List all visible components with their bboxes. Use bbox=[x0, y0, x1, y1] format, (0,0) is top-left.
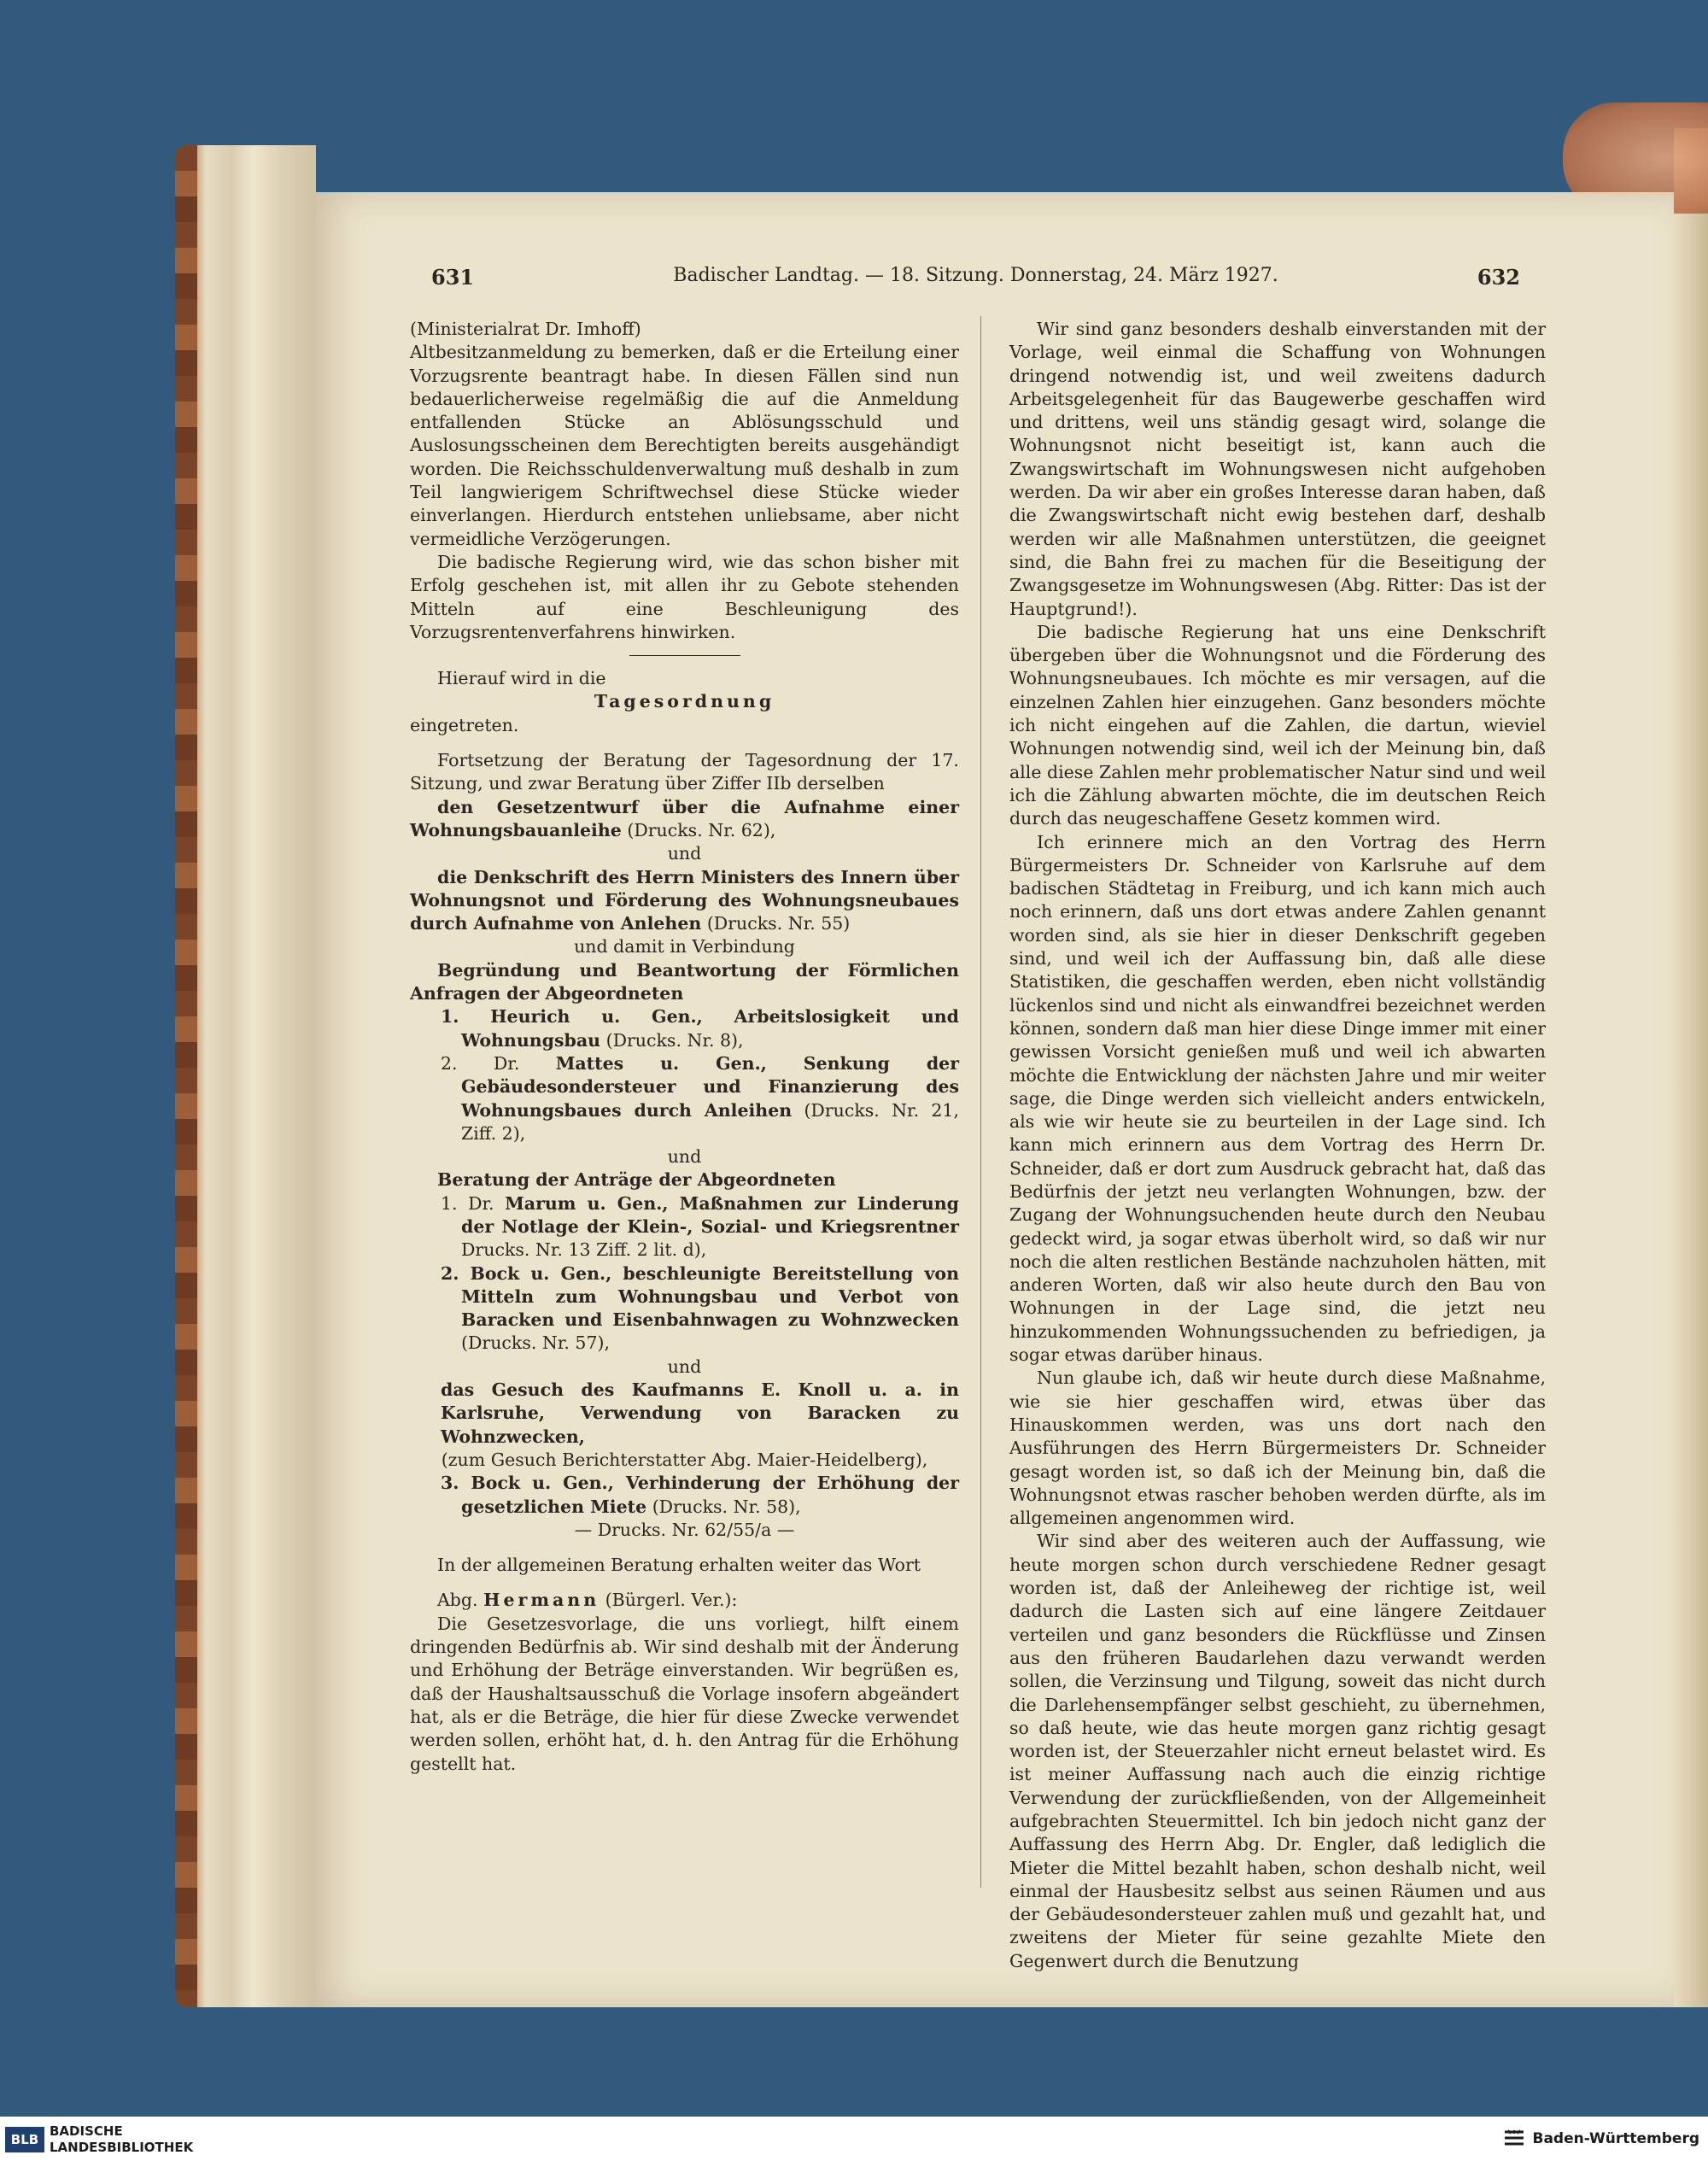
agenda-title: 2. Bock u. Gen., beschleunigte Bereitstellung von Mitteln zum Wohnungsbau und Verbot von Baracken und Eisenbahnwagen zu Wohnzwecken bbox=[441, 1262, 959, 1331]
agenda-subitem bbox=[410, 1472, 959, 1519]
agenda-title: 3. Bock u. Gen., Verhinderung der Erhöhung der gesetzlichen Miete bbox=[441, 1473, 959, 1517]
paragraph: Altbesitzanmeldung zu bemerken, daß er die Erteilung einer Vorzugsrente beantragt habe. In diesen Fällen sind nun bedauerlicherweise regelmäßig die auf die Anmeldung entfallenden Stücke an Ablösungsschuld und Auslosungsscheinen dem Berechtigten bereits ausgehändigt worden. Die Reichsschuldenverwaltung muß deshalb in zum Teil langwierigem Schriftwechsel diese Stücke wieder einverlangen. Hierdurch entstehen unliebsame, aber nicht vermeidliche Verzögerungen. bbox=[410, 342, 959, 549]
connector: und damit in Verbindung bbox=[574, 936, 795, 958]
spacer bbox=[410, 1542, 959, 1554]
page-number-left: 631 bbox=[431, 265, 475, 290]
running-title: Badischer Landtag. — 18. Sitzung. Donnerstag, 24. März 1927. bbox=[673, 265, 1278, 286]
heading-tagesordnung: Tagesordnung bbox=[594, 691, 775, 712]
agenda-title: den Gesetzentwurf über die Aufnahme einer Wohnungsbauanleihe bbox=[410, 796, 959, 840]
left-column bbox=[410, 318, 959, 1776]
paragraph: Die badische Regierung wird, wie das schon bisher mit Erfolg geschehen ist, mit allen ihr zu Gebote stehenden Mitteln auf eine Beschleunigung des Vorzugsrentenverfahrens hinwirken. bbox=[410, 551, 959, 642]
spacer bbox=[410, 737, 959, 749]
library-name-line2: LANDESBIBLIOTHEK bbox=[50, 2140, 194, 2155]
paragraph: Fortsetzung der Beratung der Tagesordnung der 17. Sitzung, und zwar Beratung über Ziffer IIb derselben bbox=[410, 750, 959, 794]
agenda-heading: Begründung und Beantwortung der Förmlichen Anfragen der Abgeordneten bbox=[410, 959, 959, 1004]
agenda-ref: (Drucks. Nr. 62), bbox=[627, 819, 776, 840]
agenda-ref: (Drucks. Nr. 58), bbox=[652, 1496, 801, 1517]
paragraph: Wir sind aber des weiteren auch der Auffassung, wie heute morgen schon durch verschiedene Redner gesagt worden ist, daß der Anleiheweg der richtige ist, weil dadurch die Lasten sich auf eine längere Zeitdauer verteilen und ganz besonders die Rückflüsse und Zinsen aus den früheren Baudarlehen dazu verwandt werden sollen, die Verzinsung und Tilgung, soweit das nicht durch die Darlehensempfänger selbst geschieht, zu übernehmen, so daß heute, wie das heute morgen ganz richtig gesagt worden ist, der Steuerzahler nicht erneut belastet wird. Es ist meiner Auffassung nach auch die einzig richtige Verwendung der zurückfließenden, von der Allgemeinheit aufgebrachten Steuermittel. Ich bin jedoch nicht ganz der Auffassung des Herrn Abg. Dr. Engler, daß lediglich die Mieter die Mittel bezahlt haben, schon deshalb nicht, weil einmal der Hausbesitz selbst aus seinen Räumen und aus der Gebäudesondersteuer zahlen muß und gezahlt hat, und zweitens der Mieter für seine gezahlte Miete den Gegenwert durch die Benutzung bbox=[1009, 1531, 1546, 1971]
page-header bbox=[431, 265, 1520, 299]
agenda-ref: (zum Gesuch Berichterstatter Abg. Maier-Heidelberg), bbox=[441, 1449, 928, 1470]
agenda-ref: (Drucks. Nr. 8), bbox=[605, 1029, 744, 1051]
paragraph: In der allgemeinen Beratung erhalten weiter das Wort bbox=[437, 1555, 921, 1576]
book-edge-left bbox=[175, 145, 316, 2007]
agenda-prefix: 1. Dr. bbox=[441, 1192, 494, 1214]
agenda-prefix: 2. Dr. bbox=[441, 1052, 520, 1074]
agenda-subitem bbox=[410, 1005, 959, 1052]
footer-bar bbox=[0, 2117, 1708, 2161]
agenda-heading: Beratung der Anträge der Abgeordneten bbox=[437, 1169, 836, 1191]
stag-icon bbox=[1503, 2129, 1525, 2149]
right-column bbox=[1009, 318, 1546, 1973]
blb-logo[interactable]: BLB bbox=[5, 2127, 44, 2152]
paragraph: Die Gesetzesvorlage, die uns vorliegt, hilft einem dringenden Bedürfnis ab. Wir sind deshalb mit der Änderung und Erhöhung der Beträge einverstanden. Wir begrüßen es, daß der Haushaltsausschuß die Vorlage insofern abgeändert hat, als er die Beträge, die hier für diese Zwecke verwendet werden sollen, erhöht hat, d. h. den Antrag für die Erhöhung gestellt hat. bbox=[410, 1613, 959, 1774]
agenda-subitem bbox=[410, 1192, 959, 1262]
agenda-title: 1. Heurich u. Gen., Arbeitslosigkeit und Wohnungsbau bbox=[441, 1006, 959, 1051]
connector: und bbox=[667, 1356, 702, 1377]
library-name-line1: BADISCHE bbox=[50, 2123, 123, 2139]
bw-logo[interactable] bbox=[1503, 2129, 1699, 2149]
bw-label: Baden-Württemberg bbox=[1532, 2130, 1699, 2147]
agenda-ref: (Drucks. Nr. 21, Ziff. 2), bbox=[461, 1099, 959, 1144]
paragraph: eingetreten. bbox=[410, 714, 519, 735]
agenda-item bbox=[410, 796, 959, 843]
paragraph: Die badische Regierung hat uns eine Denkschrift übergeben über die Wohnungsnot und die Förderung des Wohnungsneubaues. Ich möchte es mir versagen, auf die einzelnen Zahlen hier einzugehen. Ganz besonders möchte ich nicht eingehen auf die Zahlen, die dartun, wieviel Wohnungen notwendig sind, weil ich der Meinung bin, daß alle diese Zahlen mehr problematischer Natur sind und weil ich die Zählung abwarten möchte, die im deutschen Reich durch das neugeschaffene Gesetz kommen wird. bbox=[1009, 621, 1546, 829]
connector: und bbox=[667, 843, 702, 864]
speaker-party: (Bürgerl. Ver.): bbox=[605, 1590, 738, 1611]
agenda-subitem bbox=[410, 1262, 959, 1356]
agenda-subitem bbox=[410, 1052, 959, 1145]
agenda-title: die Denkschrift des Herrn Ministers des Innern über Wohnungsnot und Förderung des Wohnungsneubaues durch Aufnahme von Anlehen bbox=[410, 866, 959, 934]
paragraph: Hierauf wird in die bbox=[437, 668, 606, 689]
paragraph: Ich erinnere mich an den Vortrag des Herrn Bürgermeisters Dr. Schneider von Karlsruhe auf dem badischen Städtetag in Freiburg, und ich kann mich auch noch erinnern, daß uns dort etwas andere Zahlen genannt worden sind, als sie hier in dieser Denkschrift gegeben sind, und weil ich der Auffassung bin, daß alle diese Statistiken, die geschaffen werden, eben nicht vollständig lückenlos sind und nicht als einwandfrei bezeichnet werden können, sondern daß man hier diese Dinge immer mit einer gewissen Vorsicht genießen muß und weil ich abwarten möchte die Entwicklung der nächsten Jahre und mir weiter sage, die Dinge werden sich vielleicht anders entwickeln, als wie wir heute sie zu beurteilen in der Lage sind. Ich kann mich erinnern aus dem Vortrag des Herrn Dr. Schneider, daß er dort zum Ausdruck gebracht hat, daß das Bedürfnis der jetzt neu verlangten Wohnungen, bzw. der Zugang der Wohnungsuchenden heute durch den Neubau gedeckt wird, ja sogar etwas überholt wird, so daß wir nur noch die alten restlichen Bestände nachzuholen hätten, mit anderen Worten, daß wir also heute durch den Bau von Wohnungen in der Lage sind, die jetzt neu hinzukommenden Wohnungssuchenden zu befriedigen, ja sogar etwas darüber hinaus. bbox=[1009, 831, 1546, 1366]
agenda-title: Mattes u. Gen., Senkung der Gebäudesondersteuer und Finanzierung des Wohnungsbaues durch Anleihen bbox=[461, 1052, 959, 1121]
agenda-ref: Drucks. Nr. 13 Ziff. 2 lit. d), bbox=[461, 1239, 707, 1261]
page-number-right: 632 bbox=[1477, 265, 1520, 290]
spacer bbox=[410, 1577, 959, 1589]
agenda-title: Marum u. Gen., Maßnahmen zur Linderung der Notlage der Klein-, Sozial- und Kriegsrentner bbox=[461, 1192, 959, 1237]
paragraph: Nun glaube ich, daß wir heute durch diese Maßnahme, wie sie hier geschaffen wird, etwas über das Hinauskommen werden, was uns dort nach den Ausführungen des Herrn Bürgermeisters Dr. Schneider gesagt worden ist, so daß ich der Meinung bin, daß die Wohnungsnot etwas rascher behoben werden dürfte, als im allgemeinen angenommen wird. bbox=[1009, 1367, 1546, 1529]
agenda-petition: das Gesuch des Kaufmanns E. Knoll u. a. in Karlsruhe, Verwendung von Baracken zu Wohnzwecken, bbox=[441, 1379, 959, 1447]
speaker-line bbox=[410, 1589, 959, 1612]
connector: und bbox=[667, 1146, 702, 1168]
library-name bbox=[50, 2123, 193, 2156]
column-divider bbox=[980, 316, 981, 1888]
drucksache-ref: — Drucks. Nr. 62/55/a — bbox=[574, 1519, 795, 1540]
agenda-item bbox=[410, 866, 959, 936]
speaker-prefix: Abg. bbox=[437, 1590, 478, 1611]
section-rule bbox=[629, 655, 740, 656]
agenda-ref: (Drucks. Nr. 55) bbox=[706, 913, 851, 934]
book-edge-right bbox=[1674, 128, 1708, 2007]
paragraph: Wir sind ganz besonders deshalb einverstanden mit der Vorlage, weil einmal die Schaffung von Wohnungen dringend notwendig ist, und weil zweitens dadurch Arbeitsgelegenheit für das Baugewerbe geschaffen wird und drittens, weil uns ständig gesagt wird, solange die Wohnungsnot nicht beseitigt ist, kann auch die Zwangswirtschaft im Wohnungswesen nicht aufgehoben werden. Da wir aber ein großes Interesse daran haben, daß die Zwangswirtschaft nicht ewig bestehen darf, deshalb werden wir alle Maßnahmen unterstützen, die geeignet sind, die Bahn frei zu machen für die Beseitigung der Zwangsgesetze im Wohnungswesen (Abg. Ritter: Das ist der Hauptgrund!). bbox=[1009, 319, 1546, 619]
agenda-ref: (Drucks. Nr. 57), bbox=[461, 1332, 611, 1354]
speaker-name: Hermann bbox=[483, 1590, 600, 1611]
speaker-continuation: (Ministerialrat Dr. Imhoff) bbox=[410, 319, 641, 339]
